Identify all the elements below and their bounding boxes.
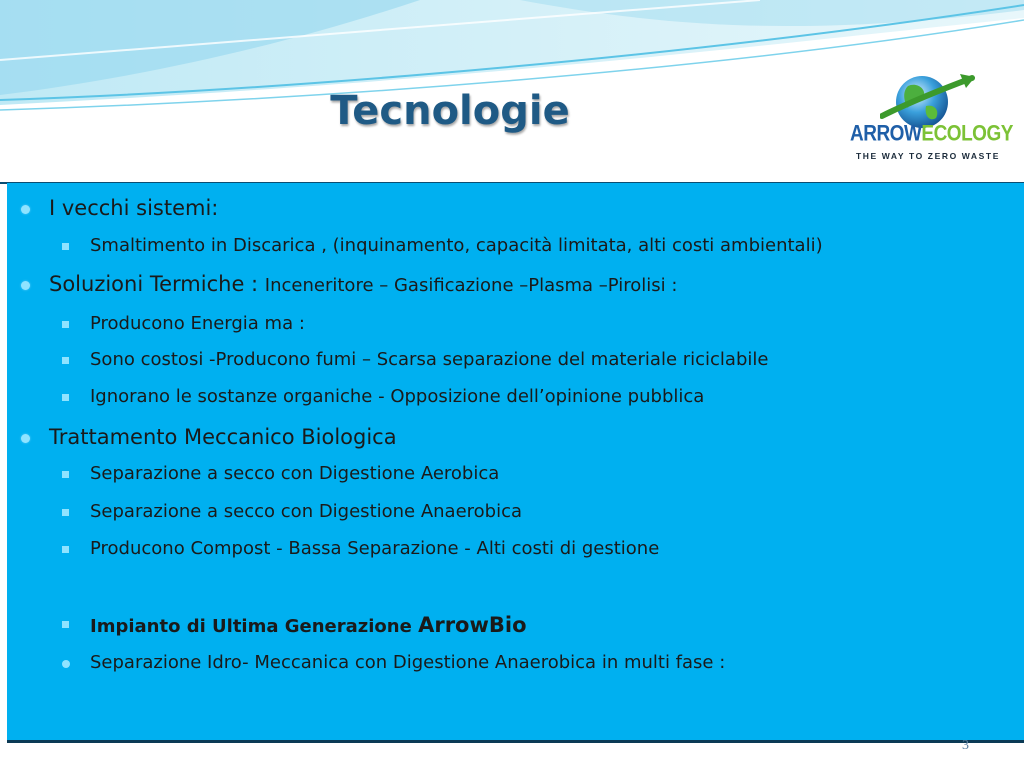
bullet-text: Impianto di Ultima Generazione bbox=[90, 616, 419, 637]
bullet-text: Trattamento Meccanico Biologica bbox=[49, 425, 397, 449]
bullet-square-icon bbox=[62, 546, 69, 553]
bullet-square-icon bbox=[62, 321, 69, 328]
bullet-highlight: ArrowBio bbox=[418, 613, 527, 637]
bullet-text: Separazione a secco con Digestione Anaerobica bbox=[90, 501, 523, 522]
bullet-soluzioni-termiche bbox=[49, 272, 677, 296]
bullet-text: Smaltimento in Discarica , (inquinamento, capacità limitata, alti costi ambientali) bbox=[90, 235, 823, 256]
bullet-square-icon bbox=[62, 357, 69, 364]
content-panel bbox=[7, 183, 1024, 743]
logo-tagline: THE WAY TO ZERO WASTE bbox=[856, 151, 1000, 161]
logo-wordmark bbox=[850, 122, 1013, 147]
subbullet-discarica bbox=[90, 235, 823, 256]
bullet-text: Producono Compost - Bassa Separazione - Alti costi di gestione bbox=[90, 538, 660, 559]
subbullet-idro-meccanica bbox=[90, 652, 725, 673]
bullet-dot-icon bbox=[62, 660, 70, 668]
globe-arrow-icon bbox=[880, 72, 976, 130]
subbullet-producono-energia bbox=[90, 313, 305, 334]
bullet-text: I vecchi sistemi: bbox=[49, 196, 219, 220]
bullet-dot-icon bbox=[21, 281, 30, 290]
subbullet-aerobica bbox=[90, 463, 499, 484]
slide-title: Tecnologie bbox=[330, 88, 570, 134]
bullet-square-icon bbox=[62, 509, 69, 516]
subbullet-anaerobica bbox=[90, 501, 522, 522]
bullet-square-icon bbox=[62, 243, 69, 250]
subbullet-ignorano bbox=[90, 386, 704, 407]
bullet-text: Sono costosi -Producono fumi – Scarsa separazione del materiale riciclabile bbox=[90, 349, 769, 370]
subbullet-compost bbox=[90, 538, 659, 559]
logo-word-ecology: ECOLOGY bbox=[921, 122, 1013, 147]
bullet-text: Ignorano le sostanze organiche - Opposizione dell’opinione pubblica bbox=[90, 386, 705, 407]
bullet-subtext: Inceneritore – Gasificazione –Plasma –Pirolisi : bbox=[264, 275, 678, 296]
page-number: 3 bbox=[962, 738, 969, 753]
bullet-text: Separazione Idro- Meccanica con Digestione Anaerobica in multi fase : bbox=[90, 652, 726, 673]
bullet-text: Soluzioni Termiche : bbox=[49, 272, 265, 296]
bullet-square-icon bbox=[62, 621, 69, 628]
logo-word-arrow: ARROW bbox=[850, 122, 922, 147]
bullet-square-icon bbox=[62, 394, 69, 401]
bullet-square-icon bbox=[62, 471, 69, 478]
bullet-text: Separazione a secco con Digestione Aerobica bbox=[90, 463, 500, 484]
bullet-dot-icon bbox=[21, 205, 30, 214]
arrowecology-logo bbox=[850, 72, 1013, 164]
subbullet-arrowbio bbox=[90, 613, 527, 637]
subbullet-sono-costosi bbox=[90, 349, 768, 370]
bullet-dot-icon bbox=[21, 434, 30, 443]
bullet-trattamento bbox=[49, 425, 397, 449]
bullet-vecchi-sistemi bbox=[49, 196, 218, 220]
bullet-text: Producono Energia ma : bbox=[90, 313, 305, 334]
